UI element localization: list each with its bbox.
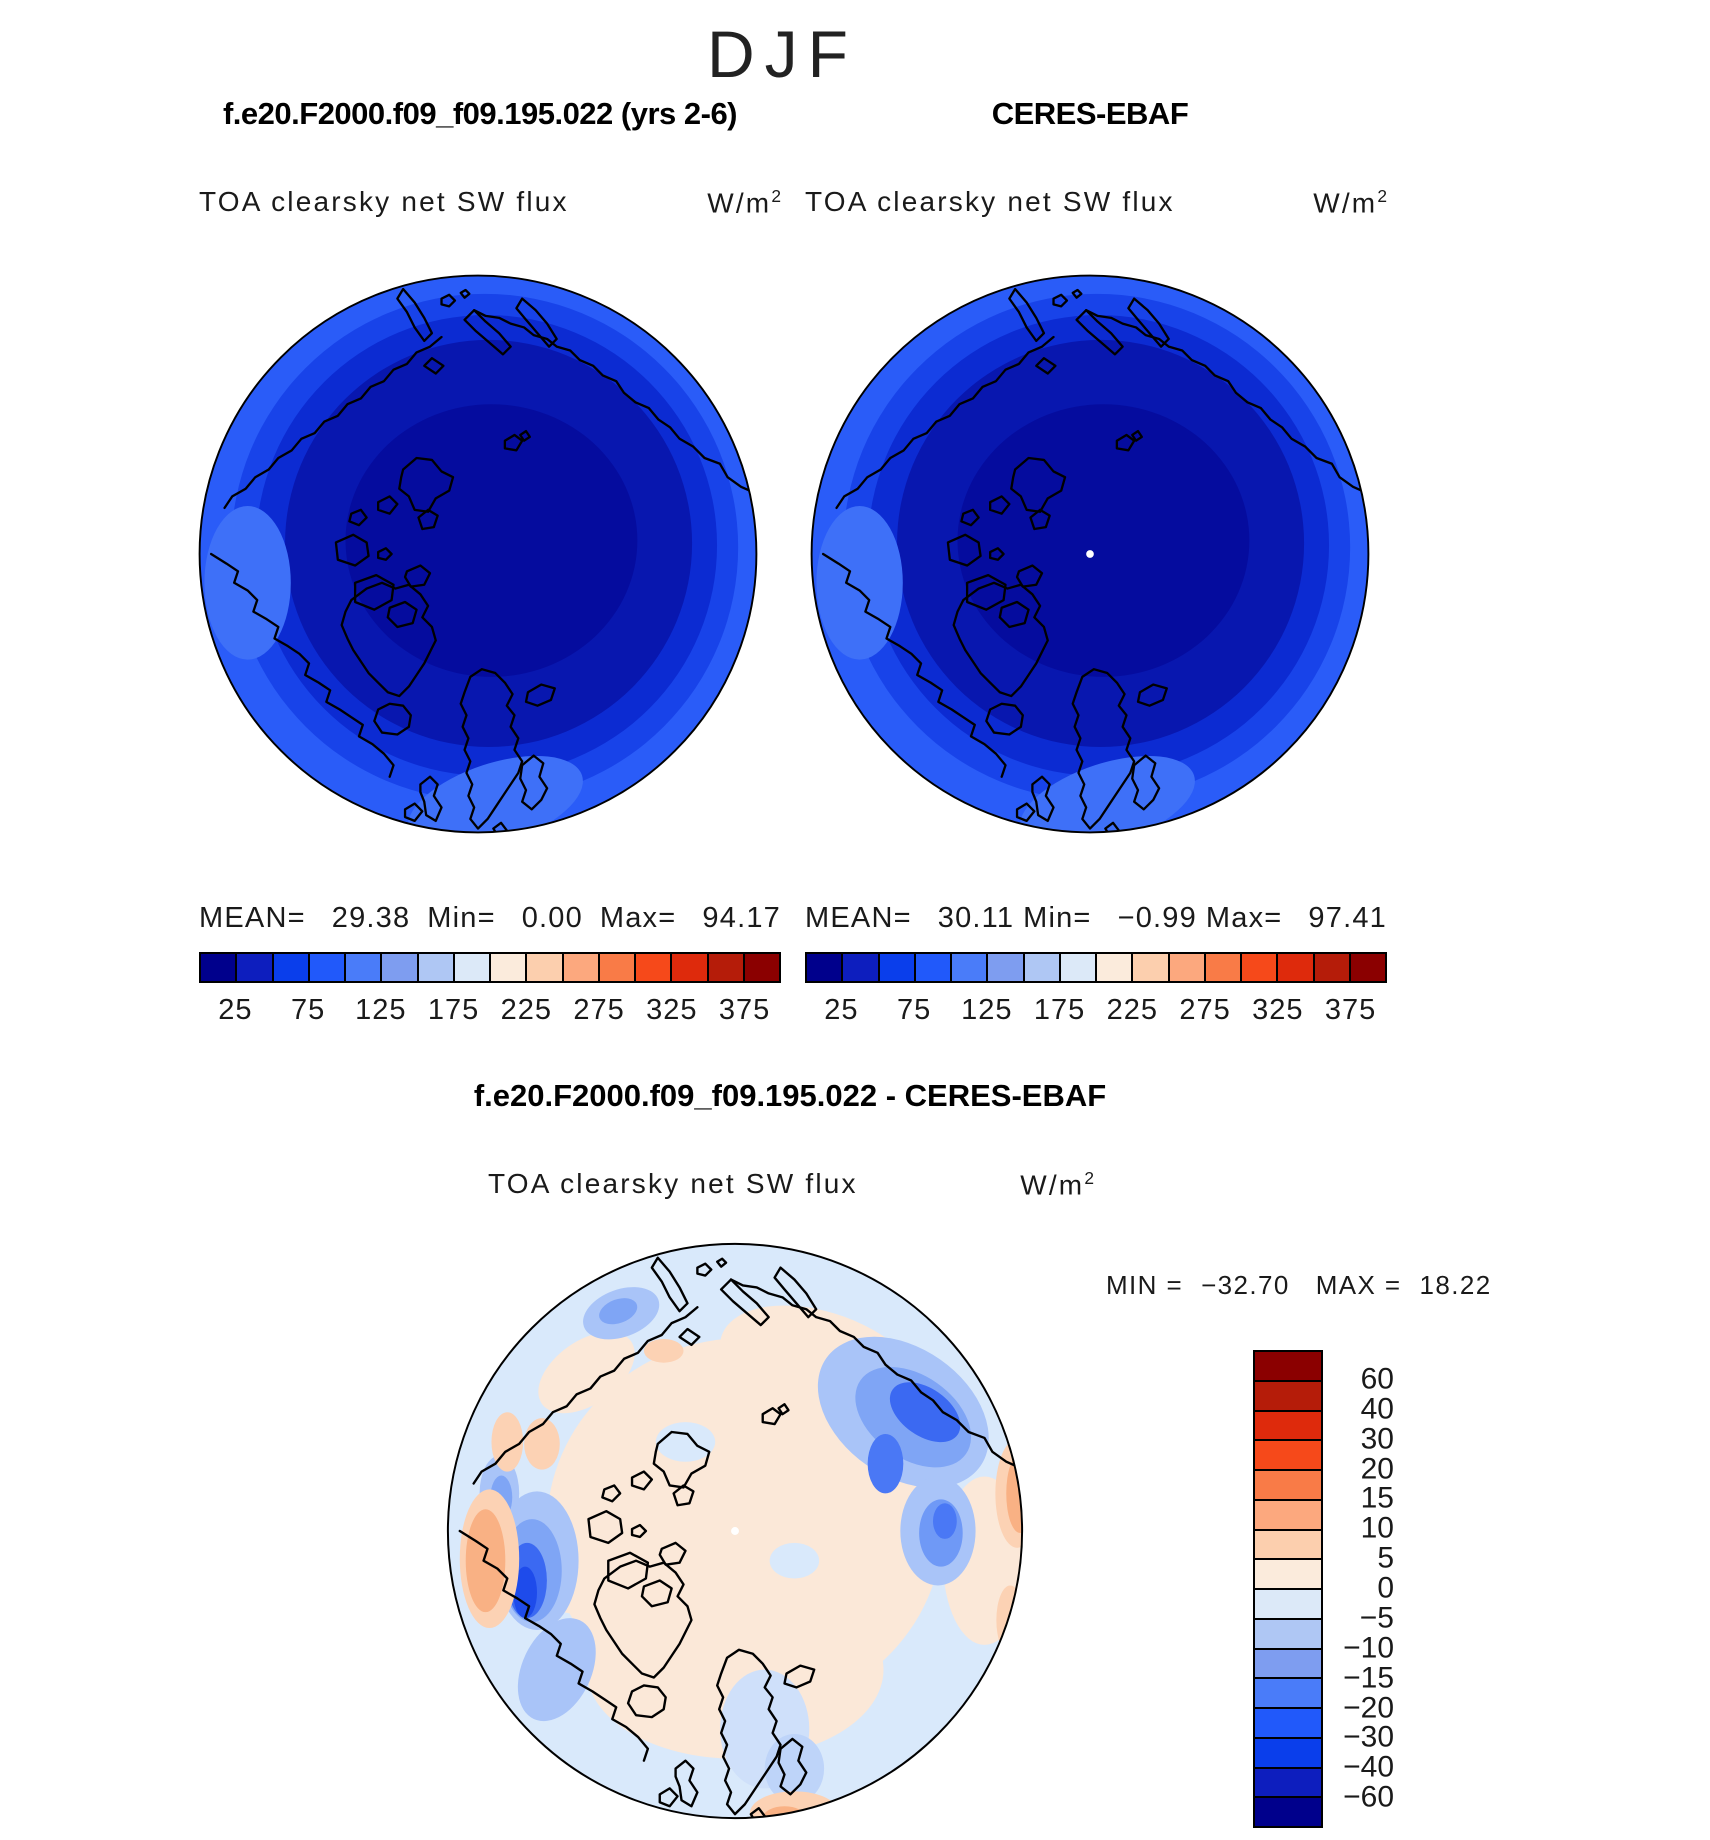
colorbar-tick-label: −40 <box>1343 1750 1394 1784</box>
colorbar-cell <box>1025 954 1061 981</box>
colorbar-cell <box>1242 954 1278 981</box>
colorbar-tick-label: 375 <box>718 994 771 1026</box>
colorbar-cell <box>455 954 491 981</box>
colorbar-tick-label: 225 <box>1106 994 1159 1026</box>
model-stats-row <box>199 902 781 935</box>
model-colorbar <box>199 952 781 983</box>
colorbar-cell <box>274 954 310 981</box>
colorbar-cell <box>1206 954 1242 981</box>
colorbar-cell <box>346 954 382 981</box>
colorbar-tick-label: 0 <box>1377 1571 1394 1605</box>
diff-max-value: 18.22 <box>1419 1270 1492 1300</box>
colorbar-cell <box>527 954 563 981</box>
colorbar-cell <box>419 954 455 981</box>
diff-colorbar <box>1253 1350 1323 1828</box>
colorbar-tick-label: 10 <box>1360 1511 1394 1545</box>
colorbar-tick-label: −60 <box>1343 1780 1394 1814</box>
colorbar-cell <box>1255 1471 1321 1501</box>
colorbar-cell <box>1133 954 1169 981</box>
colorbar-tick-label: −30 <box>1343 1720 1394 1754</box>
colorbar-tick-label: −5 <box>1359 1601 1394 1635</box>
colorbar-cell <box>1255 1679 1321 1709</box>
pole-missing-dot <box>1086 550 1094 558</box>
colorbar-tick-label: 20 <box>1360 1451 1394 1485</box>
obs-max-value: 97.41 <box>1308 902 1387 934</box>
colorbar-cell <box>952 954 988 981</box>
page-title: DJF <box>707 17 858 91</box>
model-min-label: Min= <box>427 902 496 934</box>
colorbar-cell <box>807 954 843 981</box>
colorbar-cell <box>1278 954 1314 981</box>
pole-missing-dot <box>731 1527 739 1535</box>
obs-panel-title: CERES-EBAF <box>991 96 1189 131</box>
obs-mean-label: MEAN= <box>805 902 912 934</box>
model-max-value: 94.17 <box>702 902 781 934</box>
colorbar-cell <box>988 954 1024 981</box>
obs-mean-value: 30.11 <box>937 902 1015 934</box>
colorbar-cell <box>1255 1798 1321 1826</box>
diff-field-row <box>488 1168 1094 1201</box>
colorbar-tick-label: 75 <box>290 994 326 1026</box>
colorbar-tick-label: 60 <box>1360 1362 1394 1396</box>
colorbar-cell <box>564 954 600 981</box>
colorbar-cell <box>1170 954 1206 981</box>
colorbar-tick-label: −20 <box>1343 1690 1394 1724</box>
colorbar-cell <box>1255 1709 1321 1739</box>
colorbar-cell <box>1255 1531 1321 1561</box>
colorbar-tick-label: 25 <box>218 994 253 1026</box>
colorbar-cell <box>310 954 346 981</box>
obs-max-label: Max= <box>1205 902 1283 934</box>
colorbar-cell <box>1255 1739 1321 1769</box>
model-mean-label: MEAN= <box>199 902 306 934</box>
colorbar-tick-label: −10 <box>1343 1631 1394 1665</box>
diff-min-value: −32.70 <box>1201 1270 1290 1300</box>
model-colorbar-ticks <box>199 992 781 1030</box>
colorbar-tick-label: −15 <box>1343 1660 1394 1694</box>
colorbar-cell <box>1255 1382 1321 1412</box>
obs-map <box>802 266 1378 842</box>
colorbar-cell <box>843 954 879 981</box>
colorbar-cell <box>1255 1441 1321 1471</box>
colorbar-cell <box>1255 1620 1321 1650</box>
colorbar-cell <box>1255 1769 1321 1799</box>
model-units-label: $W/m^2$ <box>707 186 781 219</box>
colorbar-tick-label: 75 <box>896 994 932 1026</box>
colorbar-cell <box>1061 954 1097 981</box>
colorbar-tick-label: 325 <box>646 994 698 1026</box>
obs-field-label: TOA clearsky net SW flux <box>805 186 1175 217</box>
colorbar-tick-label: 275 <box>1179 994 1231 1026</box>
colorbar-cell <box>1255 1560 1321 1590</box>
colorbar-cell <box>491 954 527 981</box>
diff-max-label: MAX = <box>1315 1270 1402 1300</box>
colorbar-cell <box>880 954 916 981</box>
diff-units-label: $W/m^2$ <box>1020 1168 1094 1201</box>
obs-units-label: $W/m^2$ <box>1313 186 1387 219</box>
colorbar-cell <box>382 954 418 981</box>
colorbar-tick-label: 325 <box>1252 994 1304 1026</box>
colorbar-cell <box>1351 954 1385 981</box>
colorbar-tick-label: 175 <box>1033 994 1086 1026</box>
colorbar-tick-label: 125 <box>961 994 1013 1026</box>
colorbar-cell <box>1255 1650 1321 1680</box>
model-field-label: TOA clearsky net SW flux <box>199 186 569 217</box>
colorbar-cell <box>237 954 273 981</box>
model-panel-title: f.e20.F2000.f09_f09.195.022 (yrs 2-6) <box>222 96 738 131</box>
colorbar-tick-label: 15 <box>1360 1481 1394 1515</box>
colorbar-tick-label: 5 <box>1377 1541 1394 1575</box>
colorbar-tick-label: 30 <box>1360 1421 1394 1455</box>
colorbar-cell <box>201 954 237 981</box>
diff-field-label: TOA clearsky net SW flux <box>488 1168 858 1199</box>
diff-map <box>438 1234 1032 1828</box>
model-max-label: Max= <box>599 902 677 934</box>
model-mean-value: 29.38 <box>331 902 411 934</box>
colorbar-cell <box>1255 1590 1321 1620</box>
colorbar-cell <box>1315 954 1351 981</box>
colorbar-tick-label: 375 <box>1324 994 1377 1026</box>
colorbar-cell <box>600 954 636 981</box>
diff-colorbar-ticks <box>1336 1350 1446 1828</box>
colorbar-cell <box>1255 1412 1321 1442</box>
obs-stats-row <box>805 902 1387 935</box>
colorbar-cell <box>1097 954 1133 981</box>
colorbar-tick-label: 225 <box>500 994 553 1026</box>
colorbar-cell <box>745 954 779 981</box>
diff-min-label: MIN = <box>1106 1270 1184 1300</box>
colorbar-cell <box>709 954 745 981</box>
model-map <box>190 266 766 842</box>
obs-colorbar <box>805 952 1387 983</box>
colorbar-tick-label: 125 <box>355 994 407 1026</box>
model-field-row <box>199 186 781 219</box>
colorbar-tick-label: 175 <box>427 994 480 1026</box>
colorbar-cell <box>1255 1501 1321 1531</box>
colorbar-cell <box>916 954 952 981</box>
colorbar-tick-label: 25 <box>824 994 859 1026</box>
colorbar-cell <box>636 954 672 981</box>
obs-min-value: −0.99 <box>1117 902 1197 934</box>
obs-min-label: Min= <box>1023 902 1092 934</box>
colorbar-tick-label: 275 <box>573 994 625 1026</box>
colorbar-cell <box>672 954 708 981</box>
obs-field-row <box>805 186 1387 219</box>
model-min-value: 0.00 <box>521 902 583 934</box>
colorbar-cell <box>1255 1352 1321 1382</box>
diff-panel-title: f.e20.F2000.f09_f09.195.022 - CERES-EBAF <box>473 1078 1107 1113</box>
colorbar-tick-label: 40 <box>1360 1392 1394 1426</box>
obs-colorbar-ticks <box>805 992 1387 1030</box>
diff-minmax-row <box>1106 1270 1518 1301</box>
